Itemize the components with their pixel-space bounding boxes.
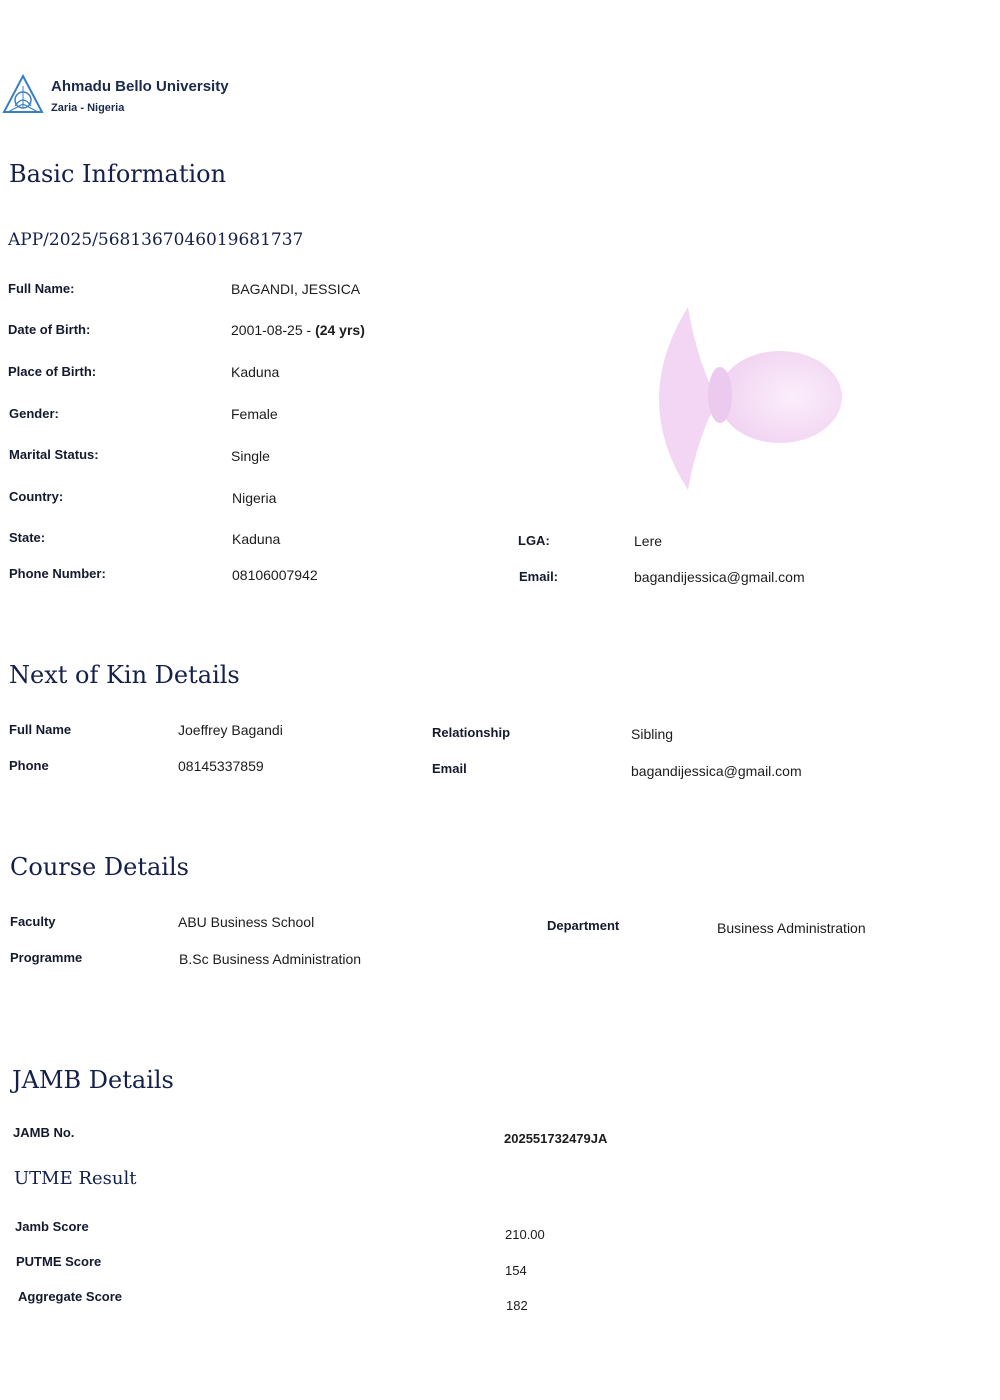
jamb-details-title: JAMB Details (12, 1066, 174, 1094)
gender-label: Gender: (9, 406, 59, 421)
nok-phone-value: 08145337859 (178, 758, 264, 774)
application-number: APP/2025/5681367046019681737 (8, 230, 304, 250)
faculty-label: Faculty (10, 914, 56, 929)
aggregate-score-label: Aggregate Score (18, 1289, 123, 1304)
marital-status-label: Marital Status: (9, 447, 99, 462)
jamb-no-value: 202551732479JA (504, 1131, 608, 1146)
basic-info-title: Basic Information (9, 160, 227, 188)
jamb-score-label: Jamb Score (15, 1219, 89, 1234)
pob-value: Kaduna (231, 364, 280, 380)
nok-email-value: bagandijessica@gmail.com (631, 763, 802, 779)
utme-result-title: UTME Result (14, 1168, 137, 1189)
full-name-value: BAGANDI, JESSICA (231, 281, 361, 297)
programme-value: B.Sc Business Administration (179, 951, 362, 967)
university-crest-icon (2, 74, 44, 116)
department-label: Department (547, 918, 620, 933)
phone-value: 08106007942 (232, 567, 318, 583)
passport-photo (640, 305, 850, 495)
dob-value (231, 322, 365, 338)
state-value: Kaduna (232, 531, 281, 547)
next-of-kin-title: Next of Kin Details (9, 661, 240, 689)
lga-label: LGA: (518, 533, 550, 548)
state-label: State: (9, 530, 46, 545)
university-name: Ahmadu Bello University (51, 78, 229, 95)
university-location: Zaria - Nigeria (51, 102, 125, 114)
nok-email-label: Email (432, 761, 467, 776)
country-value: Nigeria (232, 490, 277, 506)
faculty-value: ABU Business School (178, 914, 315, 930)
email-value: bagandijessica@gmail.com (634, 569, 805, 585)
pob-label: Place of Birth: (8, 364, 97, 379)
nok-full-name-value: Joeffrey Bagandi (178, 722, 283, 738)
lga-value: Lere (634, 533, 663, 549)
country-label: Country: (9, 489, 64, 504)
phone-label: Phone Number: (9, 566, 106, 581)
department-value: Business Administration (717, 920, 866, 936)
course-details-title: Course Details (10, 853, 189, 881)
putme-score-value: 154 (505, 1263, 527, 1278)
aggregate-score-value: 182 (506, 1298, 528, 1313)
putme-score-label: PUTME Score (16, 1254, 102, 1269)
jamb-score-value: 210.00 (505, 1227, 545, 1242)
jamb-no-label: JAMB No. (13, 1125, 75, 1140)
dob-label: Date of Birth: (8, 322, 91, 337)
marital-status-value: Single (231, 448, 270, 464)
nok-full-name-label: Full Name (9, 722, 72, 737)
dob-date: 2001-08-25 - (231, 322, 316, 338)
full-name-label: Full Name: (8, 281, 75, 296)
nok-relationship-value: Sibling (631, 726, 674, 742)
age-value: (24 yrs) (315, 322, 365, 338)
nok-phone-label: Phone (9, 758, 49, 773)
programme-label: Programme (10, 950, 83, 965)
nok-relationship-label: Relationship (432, 725, 511, 740)
gender-value: Female (231, 406, 278, 422)
email-label: Email: (519, 569, 559, 584)
